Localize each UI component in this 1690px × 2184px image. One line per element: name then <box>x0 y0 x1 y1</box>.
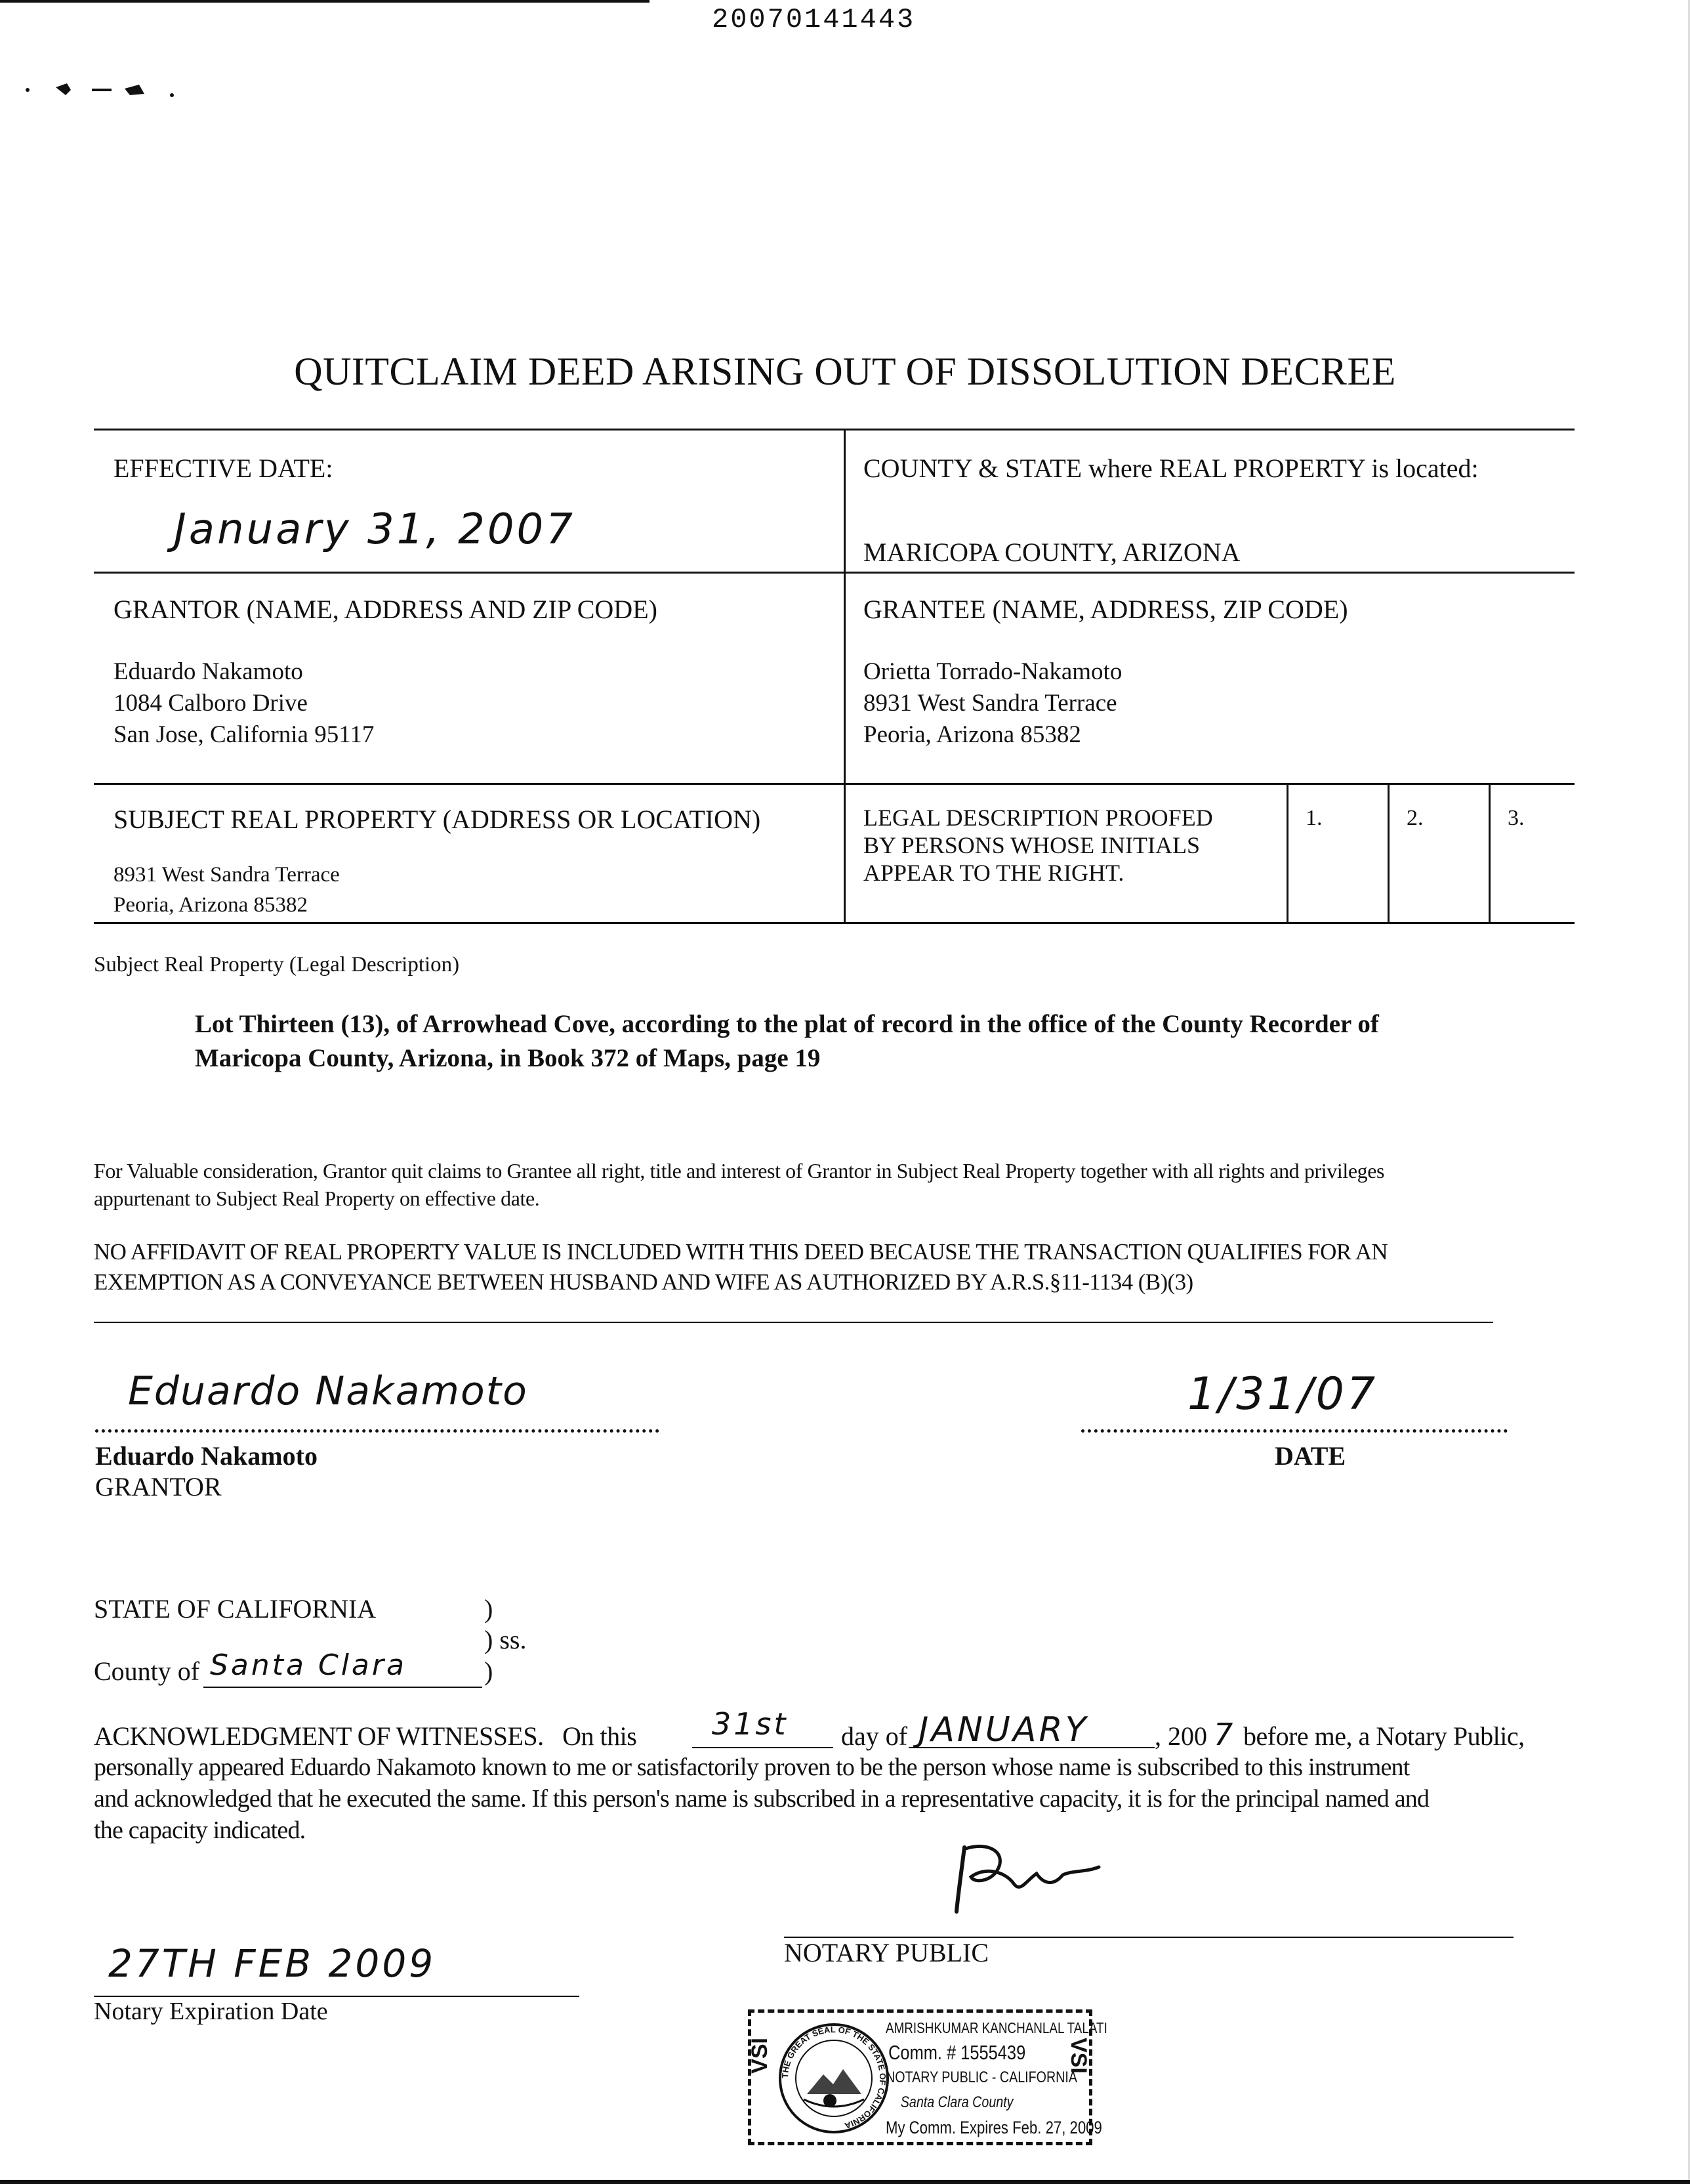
table-rule-top <box>94 429 1575 430</box>
consideration-paragraph <box>94 1157 1384 1212</box>
affidavit-paragraph <box>94 1237 1388 1297</box>
stamp-commission: Comm. # 1555439 <box>888 2041 1026 2064</box>
table-rule-bottom <box>94 922 1575 924</box>
effective-date-label: EFFECTIVE DATE: <box>113 453 333 483</box>
affidavit-line-1: NO AFFIDAVIT OF REAL PROPERTY VALUE IS INCLUDED WITH THIS DEED BECAUSE THE TRANSACTION QUALIFIES FOR AN <box>94 1239 1388 1265</box>
legal-proofed-line-2: BY PERSONS WHOSE INITIALS <box>863 832 1201 858</box>
grantee-label: GRANTEE (NAME, ADDRESS, ZIP CODE) <box>863 595 1348 624</box>
legal-description-line-2: Maricopa County, Arizona, in Book 372 of Maps, page 19 <box>195 1044 821 1072</box>
ack-prefix: ACKNOWLEDGMENT OF WITNESSES. On this <box>94 1721 637 1751</box>
grantee-street: 8931 West Sandra Terrace <box>863 690 1117 717</box>
legal-proofed-text <box>863 804 1213 887</box>
notary-public-label: NOTARY PUBLIC <box>784 1938 989 1967</box>
grantor-street: 1084 Calboro Drive <box>113 690 308 717</box>
grantor-signature: Eduardo Nakamoto <box>128 1368 528 1414</box>
ack-month-handwritten: JANUARY <box>918 1710 1089 1750</box>
ack-day-of: day of <box>841 1721 908 1751</box>
subject-property-city: Peoria, Arizona 85382 <box>113 893 308 917</box>
grantee-name: Orietta Torrado-Nakamoto <box>863 658 1123 685</box>
venue-paren-3: ) <box>484 1656 493 1686</box>
ack-year-handwritten: 7 <box>1214 1717 1236 1752</box>
stamp-notary-name: AMRISHKUMAR KANCHANLAL TALATI <box>886 2019 1107 2036</box>
county-state-label: COUNTY & STATE where REAL PROPERTY is located: <box>863 453 1479 483</box>
grantor-role-label: GRANTOR <box>95 1472 222 1502</box>
venue-county-underline <box>203 1687 482 1688</box>
table-column-divider <box>844 429 846 924</box>
notary-seal <box>777 2022 890 2135</box>
scan-speckle-marks <box>20 75 190 108</box>
legal-proofed-line-1: LEGAL DESCRIPTION PROOFED <box>863 805 1213 831</box>
venue-state: STATE OF CALIFORNIA <box>94 1594 377 1624</box>
initials-box-3-label: 3. <box>1508 806 1525 830</box>
affidavit-line-2: EXEMPTION AS A CONVEYANCE BETWEEN HUSBAND AND WIFE AS AUTHORIZED BY A.R.S.§11-1134 (B)(3) <box>94 1269 1193 1295</box>
consideration-line-2: appurtenant to Subject Real Property on effective date. <box>94 1186 540 1210</box>
state-seal-icon <box>777 2022 890 2135</box>
initials-box-divider-3 <box>1489 783 1491 924</box>
recording-number: 20070141443 <box>712 4 916 35</box>
consideration-line-1: For Valuable consideration, Grantor quit claims to Grantee all right, title and interest of Grantor in Subject Real Property together with all rights and privileges <box>94 1159 1385 1183</box>
subject-property-street: 8931 West Sandra Terrace <box>113 863 340 887</box>
venue-ss: ) ss. <box>484 1625 527 1654</box>
notary-expiration-handwritten: 27TH FEB 2009 <box>108 1941 436 1986</box>
ack-line-2: personally appeared Eduardo Nakamoto known to me or satisfactorily proven to be the person whose name is subscribed to this instrument <box>94 1754 1410 1781</box>
venue-county-label: County of <box>94 1656 200 1686</box>
legal-proofed-line-3: APPEAR TO THE RIGHT. <box>863 860 1124 886</box>
seal-ring-text: THE GREAT SEAL OF THE STATE OF CALIFORNIA <box>779 2024 888 2131</box>
subject-property-address <box>113 860 340 920</box>
stamp-title: NOTARY PUBLIC - CALIFORNIA <box>886 2068 1077 2086</box>
ack-year-prefix: , 200 <box>1155 1721 1207 1751</box>
notary-stamp <box>747 2009 1107 2145</box>
signature-date-label: DATE <box>1275 1441 1346 1471</box>
ack-day-underline <box>692 1747 833 1748</box>
signature-date-handwritten: 1/31/07 <box>1187 1368 1378 1420</box>
ack-suffix: before me, a Notary Public, <box>1243 1721 1525 1751</box>
grantor-signature-line <box>95 1429 659 1433</box>
grantee-address <box>863 656 1122 751</box>
initials-box-divider-1 <box>1287 783 1288 924</box>
grantor-address <box>113 656 374 751</box>
top-edge-rule <box>0 0 649 3</box>
table-rule-row2 <box>94 783 1575 785</box>
stamp-side-letters-left: VSI <box>747 2038 772 2074</box>
stamp-expires: My Comm. Expires Feb. 27, 2009 <box>886 2118 1102 2137</box>
initials-box-1-label: 1. <box>1306 806 1323 830</box>
subject-property-label: SUBJECT REAL PROPERTY (ADDRESS OR LOCATION) <box>113 805 761 834</box>
signature-date-line <box>1081 1429 1508 1433</box>
stamp-county: Santa Clara County <box>900 2093 1014 2111</box>
legal-description-line-1: Lot Thirteen (13), of Arrowhead Cove, according to the plat of record in the office of the County Recorder of <box>195 1010 1379 1038</box>
legal-description-heading: Subject Real Property (Legal Description) <box>94 953 460 976</box>
grantor-city: San Jose, California 95117 <box>113 721 375 748</box>
grantee-city: Peoria, Arizona 85382 <box>863 721 1081 748</box>
grantor-name: Eduardo Nakamoto <box>113 658 303 685</box>
notary-expiration-label: Notary Expiration Date <box>94 1998 328 2025</box>
venue-county-handwritten: Santa Clara <box>210 1648 407 1682</box>
scan-bottom-edge <box>0 2180 1690 2184</box>
ack-line-3: and acknowledged that he executed the same. If this person's name is subscribed in a representative capacity, it is for the principal named and <box>94 1785 1430 1813</box>
initials-box-2-label: 2. <box>1407 806 1424 830</box>
stamp-side-letters-right: VSI <box>1066 2038 1091 2074</box>
grantor-printed-name: Eduardo Nakamoto <box>95 1441 318 1471</box>
document-title: QUITCLAIM DEED ARISING OUT OF DISSOLUTION DECREE <box>294 350 1396 393</box>
grantor-label: GRANTOR (NAME, ADDRESS AND ZIP CODE) <box>113 595 657 624</box>
affidavit-rule <box>94 1322 1493 1323</box>
ack-month-underline <box>909 1747 1155 1748</box>
legal-description <box>195 1007 1379 1076</box>
notary-signature <box>945 1834 1115 1920</box>
ack-line-4: the capacity indicated. <box>94 1816 306 1844</box>
ack-day-handwritten: 31st <box>712 1706 789 1742</box>
initials-box-divider-2 <box>1388 783 1390 924</box>
effective-date-handwritten: January 31, 2007 <box>174 505 575 554</box>
table-rule-row1 <box>94 572 1575 574</box>
ack-body <box>94 1752 1429 1846</box>
county-state-value: MARICOPA COUNTY, ARIZONA <box>863 537 1241 567</box>
venue-paren-1: ) <box>484 1594 493 1624</box>
